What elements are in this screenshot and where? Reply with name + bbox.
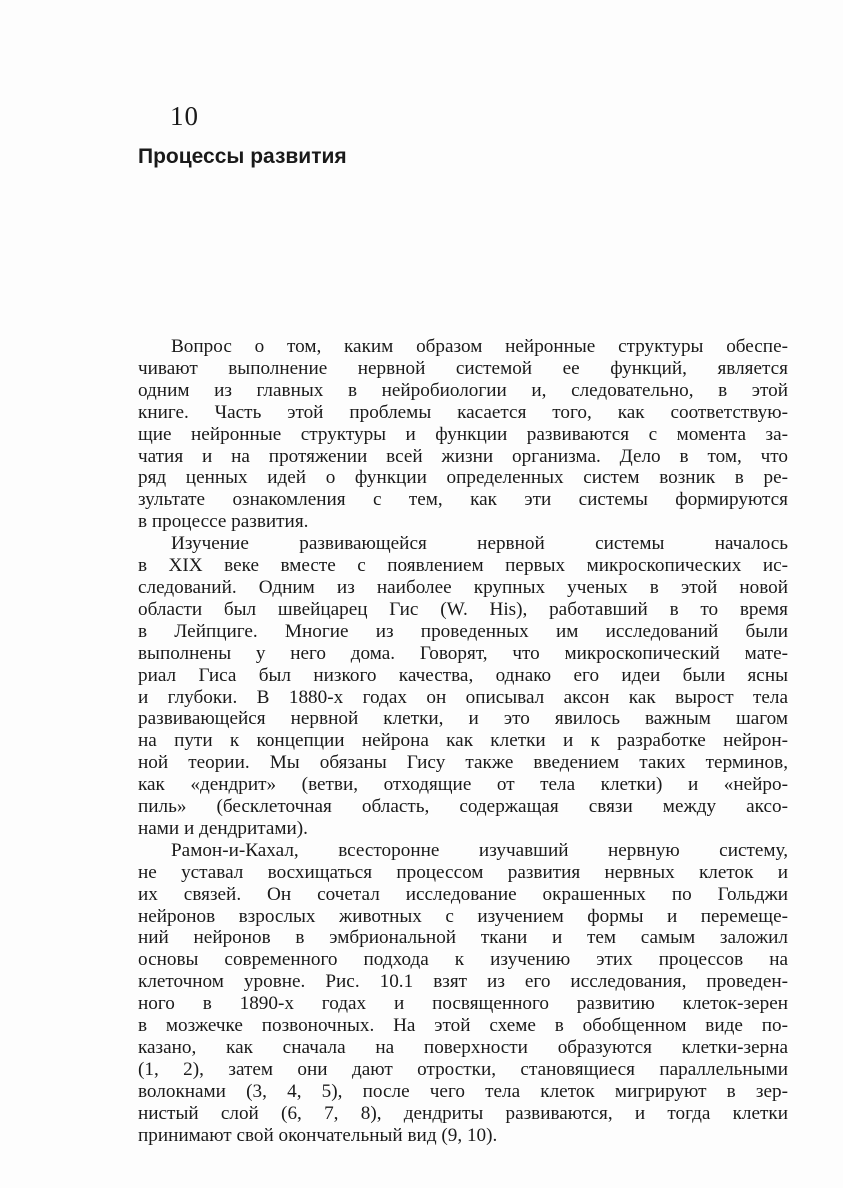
text-line: принимают свой окончательный вид (9, 10). [138, 1124, 498, 1146]
text-line: книге. Часть этой проблемы касается того, как соответствую- [138, 401, 788, 423]
paragraph [138, 840, 788, 1147]
chapter-number: 10 [170, 101, 199, 131]
text-line: их связей. Он сочетал исследование окрашенных по Гольджи [138, 883, 788, 905]
text-line: как «дендрит» (ветви, отходящие от тела клетки) и «нейро- [138, 774, 788, 796]
paragraph [138, 533, 788, 840]
text-line: в XIX веке вместе с появлением первых микроскопических ис- [138, 555, 788, 577]
text-line: пиль» (бесклеточная область, содержащая связи между аксо- [138, 796, 788, 818]
text-line: развивающейся нервной клетки, и это явилось важным шагом [138, 708, 788, 730]
text-line: зультате ознакомления с тем, как эти системы формируются [138, 489, 788, 511]
chapter-body [138, 336, 788, 1147]
text-line: нистый слой (6, 7, 8), дендриты развиваются, и тогда клетки [138, 1102, 788, 1124]
text-line: основы современного подхода к изучению этих процессов на [138, 949, 788, 971]
text-line: Рамон-и-Кахал, всесторонне изучавший нервную систему, [171, 839, 788, 861]
text-line: Изучение развивающейся нервной системы началось [171, 533, 788, 555]
text-line: (1, 2), затем они дают отростки, становящиеся параллельными [138, 1058, 788, 1080]
text-line: одним из главных в нейробиологии и, следовательно, в этой [138, 379, 788, 401]
text-line: не уставал восхищаться процессом развития нервных клеток и [138, 861, 788, 883]
text-line: нейронов взрослых животных с изучением формы и перемеще- [138, 905, 788, 927]
chapter-title: Процессы развития [138, 145, 347, 168]
text-line: следований. Одним из наиболее крупных ученых в этой новой [138, 576, 788, 598]
text-line: и глубоки. В 1880-х годах он описывал аксон как вырост тела [138, 686, 788, 708]
text-line: казано, как сначала на поверхности образуются клетки-зерна [138, 1037, 788, 1058]
text-line: риал Гиса был низкого качества, однако его идеи были ясны [138, 664, 788, 686]
text-line: ной теории. Мы обязаны Гису также введением таких терминов, [138, 752, 788, 774]
text-line: в мозжечке позвоночных. На этой схеме в обобщенном виде по- [138, 1015, 788, 1037]
text-line: ряд ценных идей о функции определенных систем возник в ре- [138, 467, 788, 489]
text-line: нами и дендритами). [138, 817, 308, 839]
text-line: в процессе развития. [138, 511, 309, 533]
text-line: выполнены у него дома. Говорят, что микроскопический мате- [138, 642, 788, 664]
text-line: щие нейронные структуры и функции развиваются с момента за- [138, 423, 788, 445]
text-line: волокнами (3, 4, 5), после чего тела клеток мигрируют в зер- [138, 1080, 788, 1102]
text-line: чатия и на протяжении всей жизни организма. Дело в том, что [138, 445, 788, 467]
text-line: ний нейронов в эмбриональной ткани и тем самым заложил [138, 927, 788, 949]
paragraph [138, 336, 788, 533]
text-line: на пути к концепции нейрона как клетки и к разработке нейрон- [138, 730, 788, 752]
text-line: чивают выполнение нервной системой ее функций, является [138, 357, 788, 379]
text-line: ного в 1890-х годах и посвященного развитию клеток-зерен [138, 993, 788, 1015]
text-line: области был швейцарец Гис (W. His), работавший в то время [138, 598, 788, 620]
text-line: Вопрос о том, каким образом нейронные структуры обеспе- [171, 336, 788, 357]
text-line: в Лейпциге. Многие из проведенных им исследований были [138, 620, 788, 642]
text-line: клеточном уровне. Рис. 10.1 взят из его исследования, проведен- [138, 971, 788, 993]
